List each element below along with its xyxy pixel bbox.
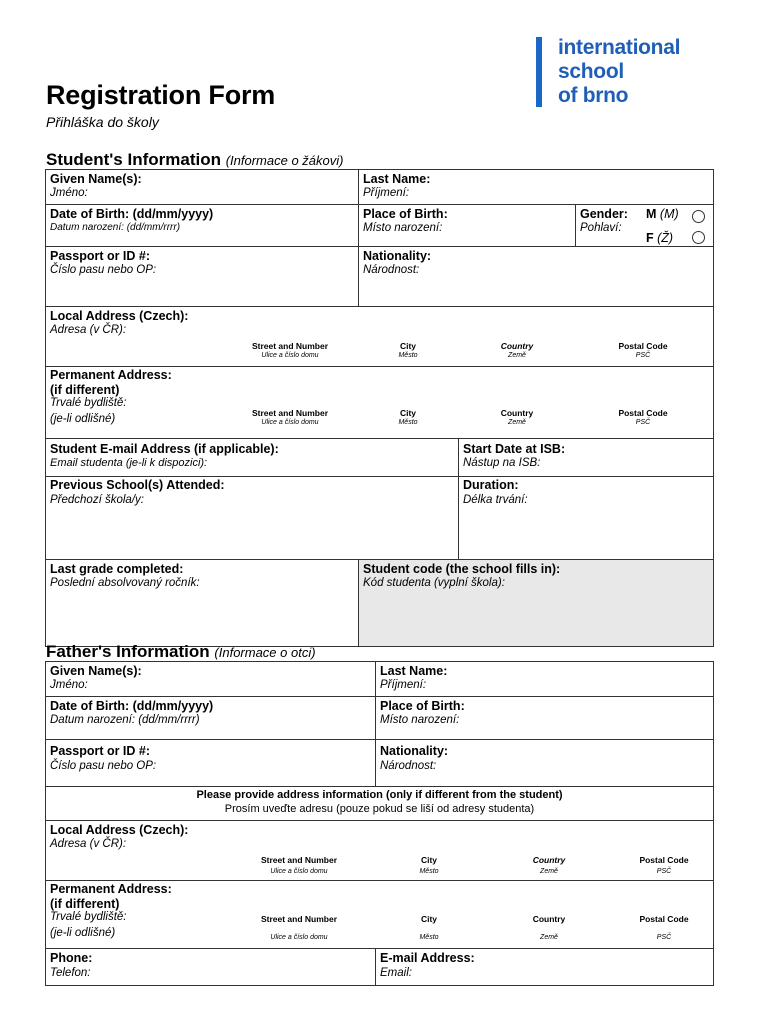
student-perm-address-cz-2: (je-li odlišné) (50, 413, 116, 425)
student-perm-address-label: Permanent Address: (50, 368, 172, 382)
gender-male-label: M (646, 207, 657, 221)
col-country-cz: Země (508, 419, 526, 426)
father-phone-cz: Telefon: (50, 967, 91, 979)
prev-school-cz: Předchozí škola/y: (50, 494, 144, 506)
gender-male-cz: (M) (659, 207, 679, 221)
divider (45, 306, 714, 307)
father-passport-label: Passport or ID #: (50, 744, 151, 758)
father-email-label: E-mail Address: (380, 951, 475, 965)
page-subtitle: Přihláška do školy (46, 114, 159, 130)
father-passport-cz: Číslo pasu nebo OP: (50, 760, 157, 772)
col-street-cz: Ulice a číslo domu (261, 352, 319, 359)
col-postal-cz: PSČ (635, 419, 651, 426)
page-title: Registration Form (46, 80, 276, 110)
student-perm-address-cz: Trvalé bydliště: (50, 397, 127, 409)
start-date-cz: Nástup na ISB: (463, 457, 541, 469)
col-postal: Postal Code (618, 341, 668, 351)
logo-bar (536, 37, 542, 107)
col-postal-cz: PSČ (635, 352, 651, 359)
father-pob-label: Place of Birth: (380, 699, 465, 713)
father-perm-address-label: Permanent Address: (50, 882, 172, 896)
student-passport-label: Passport or ID #: (50, 249, 151, 263)
father-dob-cz: Datum narození: (dd/mm/rrrr) (50, 714, 200, 726)
father-last-name-cz: Příjmení: (380, 679, 427, 691)
student-passport-cz: Číslo pasu nebo OP: (50, 264, 157, 276)
col-city-cz: Město (398, 352, 418, 359)
col-city: City (399, 341, 417, 351)
father-pob-cz: Místo narození: (380, 714, 460, 726)
gender-label: Gender: (580, 207, 628, 221)
gender-female-option (646, 231, 673, 245)
student-perm-address-label-2: (if different) (50, 383, 120, 397)
col-country: Country (500, 408, 534, 418)
col-street-cz: Ulice a číslo domu (270, 868, 328, 875)
logo-line-2: school (558, 60, 624, 83)
father-phone-label: Phone: (50, 951, 93, 965)
col-country-cz: Země (540, 868, 558, 875)
divider (458, 438, 459, 559)
logo-line-3: of brno (558, 84, 629, 107)
col-postal: Postal Code (639, 855, 689, 865)
duration-cz: Délka trvání: (463, 494, 528, 506)
father-heading-text: Father's Information (46, 642, 210, 661)
student-pob-label: Place of Birth: (363, 207, 448, 221)
col-city: City (399, 408, 417, 418)
col-street: Street and Number (251, 341, 329, 351)
student-email-label: Student E-mail Address (if applicable): (50, 442, 279, 456)
col-country: Country (532, 855, 566, 865)
duration-label: Duration: (463, 478, 519, 492)
col-street: Street and Number (260, 855, 338, 865)
student-dob-cz: Datum narození: (dd/mm/rrrr) (50, 222, 181, 233)
student-dob-label: Date of Birth: (dd/mm/yyyy) (50, 207, 214, 221)
student-last-name-cz: Příjmení: (363, 187, 410, 199)
col-country: Country (532, 914, 566, 924)
divider (45, 246, 714, 247)
father-local-address-label: Local Address (Czech): (50, 823, 189, 837)
student-pob-cz: Místo narození: (363, 222, 443, 234)
divider (575, 204, 576, 246)
student-given-names-label: Given Name(s): (50, 172, 142, 186)
father-given-names-cz: Jméno: (50, 679, 88, 691)
divider (45, 786, 714, 787)
father-perm-address-cz-2: (je-li odlišné) (50, 927, 116, 939)
student-section-heading (46, 150, 343, 170)
father-local-address-cz: Adresa (v ČR): (50, 838, 127, 850)
logo-line-1: international (558, 36, 681, 59)
col-street: Street and Number (260, 914, 338, 924)
col-postal-cz: PSČ (656, 934, 672, 941)
student-nationality-cz: Národnost: (363, 264, 420, 276)
col-city-cz: Město (398, 419, 418, 426)
divider (45, 880, 714, 881)
col-country-cz: Země (540, 934, 558, 941)
col-city: City (420, 914, 438, 924)
divider (45, 739, 714, 740)
col-city: City (420, 855, 438, 865)
gender-male-option (646, 207, 679, 221)
student-email-cz: Email studenta (je-li k dispozici): (50, 457, 208, 469)
gender-female-radio[interactable] (692, 231, 705, 244)
col-country: Country (500, 341, 534, 351)
student-heading-text: Student's Information (46, 150, 221, 169)
gender-male-radio[interactable] (692, 210, 705, 223)
col-street-cz: Ulice a číslo domu (270, 934, 328, 941)
father-nationality-label: Nationality: (380, 744, 449, 758)
divider (45, 696, 714, 697)
father-last-name-label: Last Name: (380, 664, 448, 678)
divider (45, 948, 714, 949)
prev-school-label: Previous School(s) Attended: (50, 478, 225, 492)
col-postal: Postal Code (639, 914, 689, 924)
father-email-cz: Email: (380, 967, 412, 979)
father-address-note-cz: Prosím uveďte adresu (pouze pokud se liší od adresy studenta) (224, 803, 535, 815)
col-country-cz: Země (508, 352, 526, 359)
student-code-cz: Kód studenta (vyplní škola): (363, 577, 505, 589)
student-nationality-label: Nationality: (363, 249, 432, 263)
divider (45, 820, 714, 821)
divider (375, 948, 376, 986)
col-postal-cz: PSČ (656, 868, 672, 875)
father-given-names-label: Given Name(s): (50, 664, 142, 678)
last-grade-cz: Poslední absolvovaný ročník: (50, 577, 200, 589)
divider (45, 476, 714, 477)
father-address-note: Please provide address information (only if different from the student) (196, 789, 563, 801)
divider (45, 204, 714, 205)
gender-cz: Pohlaví: (580, 222, 622, 234)
start-date-label: Start Date at ISB: (463, 442, 566, 456)
col-street: Street and Number (251, 408, 329, 418)
divider (45, 366, 714, 367)
father-perm-address-label-2: (if different) (50, 897, 120, 911)
father-perm-address-cz: Trvalé bydliště: (50, 911, 127, 923)
father-section-heading (46, 642, 316, 662)
col-postal: Postal Code (618, 408, 668, 418)
gender-female-cz: (Ž) (657, 231, 674, 245)
col-city-cz: Město (419, 868, 439, 875)
divider (358, 559, 359, 647)
gender-female-label: F (646, 231, 654, 245)
divider (375, 661, 376, 786)
student-local-address-label: Local Address (Czech): (50, 309, 189, 323)
divider (45, 438, 714, 439)
col-street-cz: Ulice a číslo domu (261, 419, 319, 426)
student-heading-note: (Informace o žákovi) (225, 153, 344, 168)
divider (45, 559, 714, 560)
student-code-label: Student code (the school fills in): (363, 562, 561, 576)
father-dob-label: Date of Birth: (dd/mm/yyyy) (50, 699, 214, 713)
col-city-cz: Město (419, 934, 439, 941)
last-grade-label: Last grade completed: (50, 562, 184, 576)
student-local-address-cz: Adresa (v ČR): (50, 324, 127, 336)
student-last-name-label: Last Name: (363, 172, 431, 186)
father-heading-note: (Informace o otci) (214, 645, 316, 660)
father-nationality-cz: Národnost: (380, 760, 437, 772)
divider (358, 169, 359, 306)
student-given-names-cz: Jméno: (50, 187, 88, 199)
